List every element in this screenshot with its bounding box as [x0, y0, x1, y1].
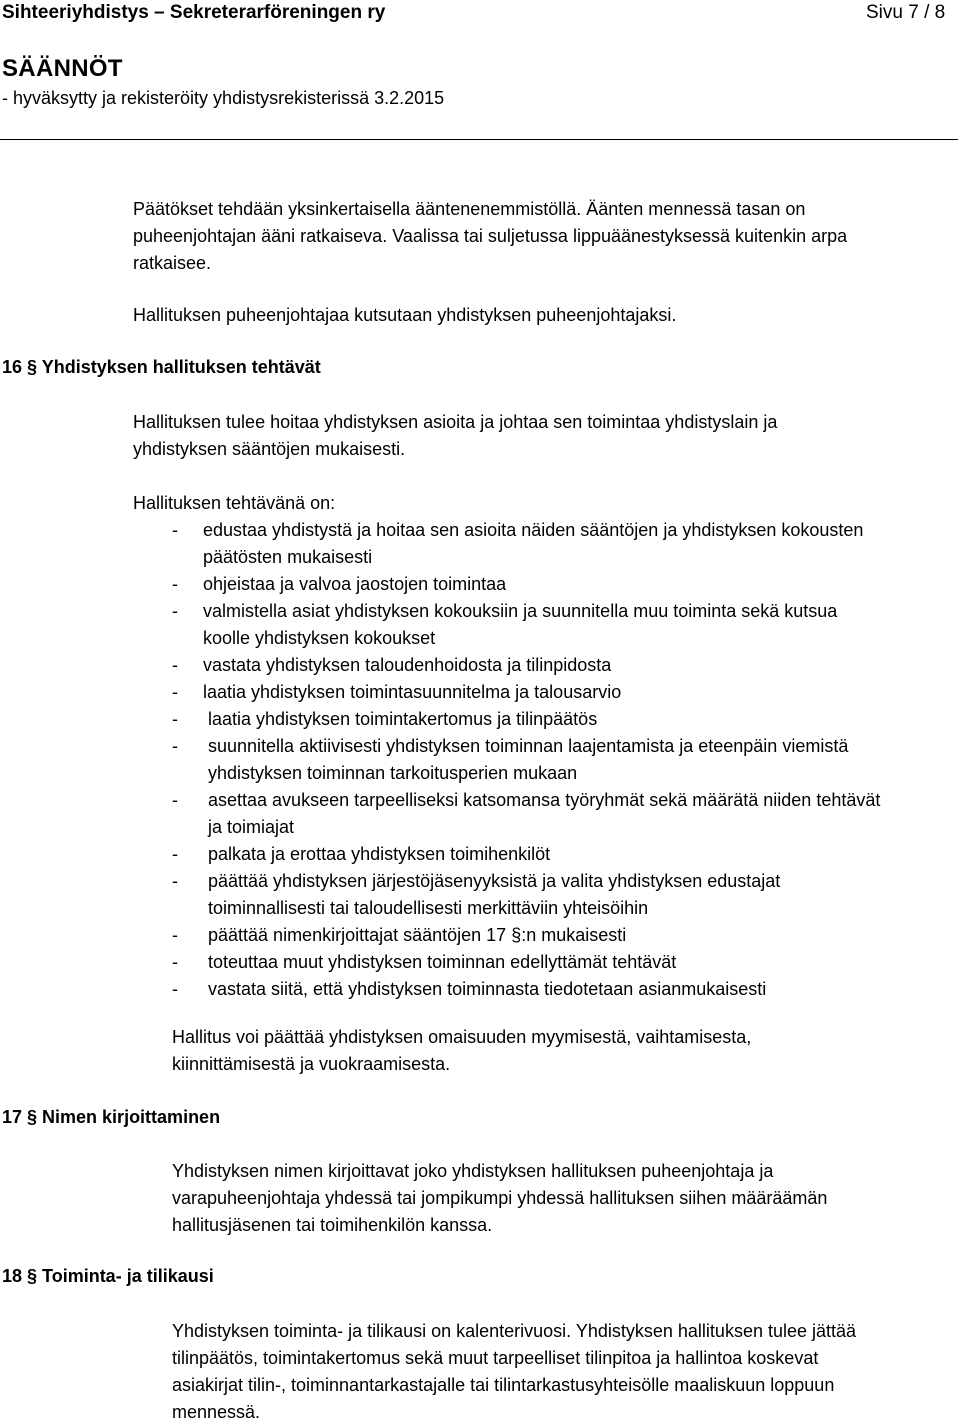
- paragraph-line: mennessä.: [172, 1402, 261, 1422]
- list-bullet-dash: -: [172, 952, 178, 972]
- chair-paragraph: Hallituksen puheenjohtajaa kutsutaan yhdistyksen puheenjohtajaksi.: [133, 305, 677, 325]
- section-17-paragraph: [172, 1158, 827, 1239]
- section-16-heading: 16 § Yhdistyksen hallituksen tehtävät: [2, 357, 321, 377]
- intro-line: Päätökset tehdään yksinkertaisella ääntenenemmistöllä. Äänten mennessä tasan on: [133, 199, 806, 219]
- section-16-paragraph: [133, 409, 777, 463]
- list-item-text: yhdistyksen toiminnan tarkoitusperien mukaan: [208, 763, 578, 783]
- list-item-text: valmistella asiat yhdistyksen kokouksiin ja suunnitella muu toiminta sekä kutsua: [203, 601, 838, 621]
- header-divider: [0, 139, 958, 140]
- paragraph-line: Hallitus voi päättää yhdistyksen omaisuuden myymisestä, vaihtamisesta,: [172, 1027, 752, 1047]
- list-bullet-dash: -: [172, 574, 178, 594]
- list-item-text: vastata yhdistyksen taloudenhoidosta ja tilinpidosta: [203, 655, 612, 675]
- paragraph-line: asiakirjat tilin-, toiminnantarkastajalle tai tilintarkastusyhteisölle maaliskuun loppuun: [172, 1375, 835, 1395]
- list-bullet-dash: -: [172, 682, 178, 702]
- organization-name: Sihteeriyhdistys – Sekreterarföreningen ry: [2, 2, 386, 23]
- list-bullet-dash: -: [172, 655, 178, 675]
- section-17-heading: 17 § Nimen kirjoittaminen: [2, 1107, 221, 1127]
- list-bullet-dash: -: [172, 979, 178, 999]
- list-bullet-dash: -: [172, 844, 178, 864]
- list-item-text: päättää nimenkirjoittajat sääntöjen 17 §:n mukaisesti: [208, 925, 627, 945]
- list-item-text: ja toimiajat: [208, 817, 295, 837]
- list-item-text: toiminnallisesti tai taloudellisesti merkittäviin yhteisöihin: [208, 898, 649, 918]
- list-item-text: suunnitella aktiivisesti yhdistyksen toiminnan laajentamista ja eteenpäin viemistä: [208, 736, 849, 756]
- list-item-text: edustaa yhdistystä ja hoitaa sen asioita näiden sääntöjen ja yhdistyksen kokousten: [203, 520, 864, 540]
- document-title: SÄÄNNÖT: [2, 55, 123, 82]
- intro-paragraph: [133, 196, 847, 277]
- list-bullet-dash: -: [172, 736, 178, 756]
- list-item-text: koolle yhdistyksen kokoukset: [203, 628, 436, 648]
- paragraph-line: Yhdistyksen nimen kirjoittavat joko yhdistyksen hallituksen puheenjohtaja ja: [172, 1161, 774, 1181]
- duties-title: Hallituksen tehtävänä on:: [133, 493, 336, 513]
- list-bullet-dash: -: [172, 871, 178, 891]
- intro-line: ratkaisee.: [133, 253, 212, 273]
- list-item-text: asettaa avukseen tarpeelliseksi katsomansa työryhmät sekä määrätä niiden tehtävät: [208, 790, 881, 810]
- list-bullet-dash: -: [172, 520, 178, 540]
- section-18-heading: 18 § Toiminta- ja tilikausi: [2, 1266, 214, 1286]
- paragraph-line: Yhdistyksen toiminta- ja tilikausi on kalenterivuosi. Yhdistyksen hallituksen tulee jättää: [172, 1321, 857, 1341]
- section-18-paragraph: [172, 1318, 856, 1426]
- page-number: Sivu 7 / 8: [866, 2, 946, 23]
- list-item-text: vastata siitä, että yhdistyksen toiminnasta tiedotetaan asianmukaisesti: [208, 979, 767, 999]
- paragraph-line: tilinpäätös, toimintakertomus sekä muut tarpeelliset tilinpitoa ja hallintoa koskevat: [172, 1348, 819, 1368]
- paragraph-line: hallitusjäsenen tai toimihenkilön kanssa.: [172, 1215, 493, 1235]
- list-item-text: laatia yhdistyksen toimintakertomus ja tilinpäätös: [208, 709, 598, 729]
- paragraph-line: kiinnittämisestä ja vuokraamisesta.: [172, 1054, 451, 1074]
- list-item-text: päättää yhdistyksen järjestöjäsenyyksistä ja valita yhdistyksen edustajat: [208, 871, 781, 891]
- paragraph-line: Hallituksen tulee hoitaa yhdistyksen asioita ja johtaa sen toimintaa yhdistyslain ja: [133, 412, 778, 432]
- paragraph-line: yhdistyksen sääntöjen mukaisesti.: [133, 439, 406, 459]
- list-bullet-dash: -: [172, 790, 178, 810]
- document-subtitle: - hyväksytty ja rekisteröity yhdistysrekisterissä 3.2.2015: [2, 88, 445, 108]
- list-bullet-dash: -: [172, 601, 178, 621]
- list-item-text: toteuttaa muut yhdistyksen toiminnan edellyttämät tehtävät: [208, 952, 677, 972]
- list-bullet-dash: -: [172, 709, 178, 729]
- property-paragraph: [172, 1024, 751, 1078]
- list-bullet-dash: -: [172, 925, 178, 945]
- intro-line: puheenjohtajan ääni ratkaiseva. Vaalissa tai suljetussa lippuäänestyksessä kuitenkin arpa: [133, 226, 848, 246]
- list-item-text: palkata ja erottaa yhdistyksen toimihenkilöt: [208, 844, 551, 864]
- list-item-text: ohjeistaa ja valvoa jaostojen toimintaa: [203, 574, 507, 594]
- list-item-text: laatia yhdistyksen toimintasuunnitelma ja talousarvio: [203, 682, 622, 702]
- list-item-text: päätösten mukaisesti: [203, 547, 373, 567]
- paragraph-line: varapuheenjohtaja yhdessä tai jompikumpi yhdessä hallituksen siihen määräämän: [172, 1188, 828, 1208]
